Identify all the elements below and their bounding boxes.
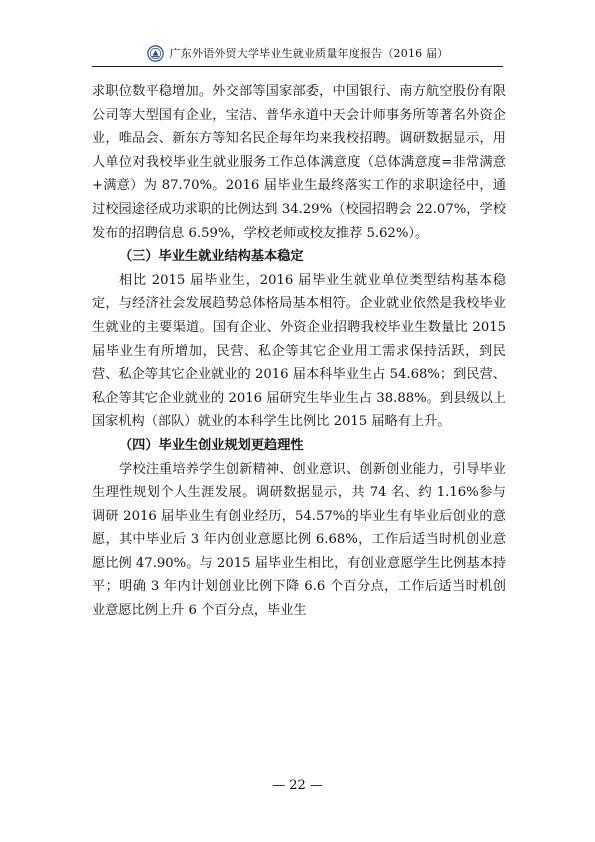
paragraph-recruitment: 求职位数平稳增加。外交部等国家部委，中国银行、南方航空股份有限公司等大型国有企业，宝洁、普华永道中天会计师事务所等著名外资企业，唯品会、新东方等知名民企每年均来我校招聘。调研数据显示，用人单位对我校毕业生就业服务工作总体满意度（总体满意度=非常满意+满意）为 87.70%。2016 届毕业生最终落实工作的求职途径中，通过校园途径成功求职的比例达到 34.29%（校园招聘会 22.07%，学校发布的招聘信息 6.59%，学校老师或校友推荐 5.62%）。 xyxy=(92,84,506,241)
page-header xyxy=(92,40,503,67)
university-logo-icon xyxy=(147,45,164,62)
paragraph-entrepreneurship: 学校注重培养学生创新精神、创业意识、创新创业能力，引导毕业生理性规划个人生涯发展。调研数据显示，共 74 名、约 1.16%参与调研 2016 届毕业生有创业经历，54.57%的毕业生有毕业后创业的意愿，其中毕业后 3 年内创业意愿比例 6.68%，工作后适当时机创业意愿比例 47.90%。与 2015 届毕业生相比，有创业意愿学生比例基本持平；明确 3 年内计划创业比例下降 6.6 个百分点，工作后适当时机创业意愿比例上升 6 个百分点，毕业生 xyxy=(92,461,506,619)
page-number: — 22 — xyxy=(272,778,323,793)
section-heading-employment-structure: （三）毕业生就业结构基本稳定 xyxy=(119,249,304,265)
section-heading-entrepreneurship: （四）毕业生创业规划更趋理性 xyxy=(119,437,304,453)
paragraph-employment-structure: 相比 2015 届毕业生，2016 届毕业生就业单位类型结构基本稳定，与经济社会发展趋势总体格局基本相符。企业就业依然是我校毕业生就业的主要渠道。国有企业、外资企业招聘我校毕业生数量比 2015 届毕业生有所增加，民营、私企等其它企业用工需求保持活跃，到民营、私企等其它企业就业的 2016 届本科毕业生占 54.68%；到民营、私企等其它企业就业的 2016 届研究生毕业生占 38.88%。到县级以上国家机构（部队）就业的本科学生比例比 2015 届略有上升。 xyxy=(92,272,506,430)
header-title: 广东外语外贸大学毕业生就业质量年度报告（2016 届） xyxy=(169,47,449,60)
page-body xyxy=(92,80,506,623)
